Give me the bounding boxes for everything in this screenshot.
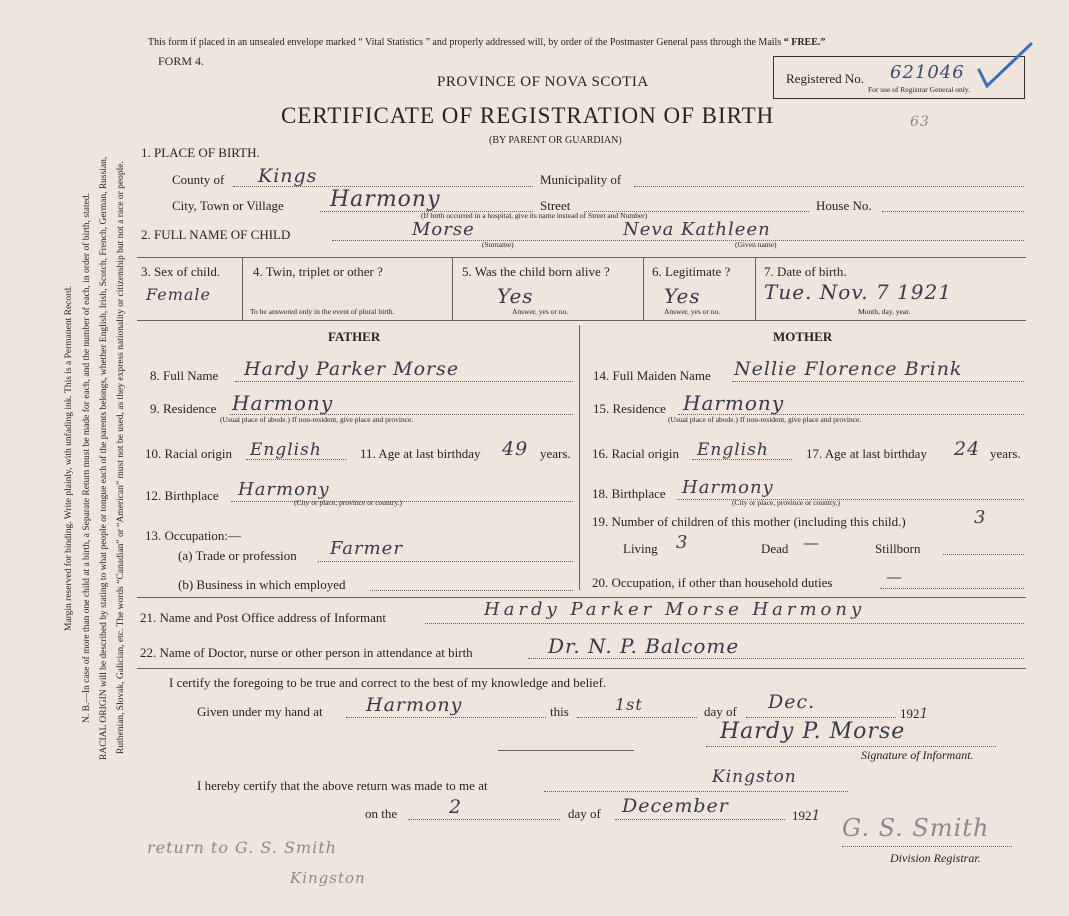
given-place-line xyxy=(346,717,546,718)
father-age-label: 11. Age at last birthday xyxy=(360,446,481,461)
father-residence-caption: (Usual place of abode.) If non-resident, give place and province. xyxy=(220,415,414,424)
given-name-caption: (Given name) xyxy=(735,240,777,249)
father-birthplace-value: Harmony xyxy=(238,479,330,500)
father-occupation-label: 13. Occupation:— xyxy=(145,528,242,543)
mother-occupation-label: 20. Occupation, if other than household duties xyxy=(592,575,833,590)
reg-year-value: 1 xyxy=(811,808,822,824)
informant-signature-caption: Signature of Informant. xyxy=(861,748,974,762)
margin-note-racial: RACIAL ORIGIN will be described by stating to what people or tongue each of the parents belongs, whether English, Irish, Scotch, French, German, Russian, xyxy=(99,156,109,760)
surname-caption: (Surname) xyxy=(482,240,514,249)
father-business-label: (b) Business in which employed xyxy=(178,577,346,592)
registrar-signature-line xyxy=(842,846,1012,847)
row-divider-bottom xyxy=(137,320,1026,321)
born-alive-caption: Answer, yes or no. xyxy=(512,307,569,316)
informant-value: Hardy Parker Morse Harmony xyxy=(484,599,866,620)
father-heading: FATHER xyxy=(328,329,381,344)
mother-children-label: 19. Number of children of this mother (including this child.) xyxy=(592,514,906,529)
margin-note-binding: Margin reserved for binding. Write plainly, with unfading ink. This is a Permanent Record. xyxy=(64,285,74,631)
sex-label: 3. Sex of child. xyxy=(141,264,221,279)
date-of-birth-label: 7. Date of birth. xyxy=(764,264,847,279)
county-value: Kings xyxy=(258,165,318,187)
father-name-label: 8. Full Name xyxy=(150,368,219,383)
col-divider-2 xyxy=(452,257,453,320)
col-divider-4 xyxy=(755,257,756,320)
pencil-note-return: return to G. S. Smith xyxy=(147,838,337,857)
postal-notice xyxy=(148,35,825,50)
twin-label: 4. Twin, triplet or other ? xyxy=(253,264,383,279)
mother-stillborn-label: Stillborn xyxy=(875,541,921,556)
registrar-place-value: Kingston xyxy=(712,767,797,787)
mother-birthplace-label: 18. Birthplace xyxy=(592,486,666,501)
given-label: Given under my hand at xyxy=(197,704,323,719)
county-label: County of xyxy=(172,172,225,187)
father-mother-divider xyxy=(579,325,580,590)
informant-signature-line xyxy=(706,746,996,747)
form-number: FORM 4. xyxy=(158,54,205,68)
mother-residence-caption: (Usual place of abode.) If non-resident, give place and province. xyxy=(668,415,862,424)
father-trade-label: (a) Trade or profession xyxy=(178,548,297,563)
father-birthplace-label: 12. Birthplace xyxy=(145,488,219,503)
twin-caption: To be answered only in the event of plural birth. xyxy=(250,307,395,316)
mother-children-value: 3 xyxy=(974,507,987,528)
day-value: 1st xyxy=(615,695,643,714)
col-divider-3 xyxy=(643,257,644,320)
father-racial-value: English xyxy=(250,440,322,460)
mother-birthplace-value: Harmony xyxy=(682,477,774,498)
registrar-caption: Division Registrar. xyxy=(890,851,981,865)
certificate-subtitle: (BY PARENT OR GUARDIAN) xyxy=(489,135,622,146)
mother-age-value: 24 xyxy=(954,438,981,460)
col-divider-1 xyxy=(242,257,243,320)
mother-dead-value: — xyxy=(803,533,820,552)
mother-age-label: 17. Age at last birthday xyxy=(806,446,927,461)
year-value: 1 xyxy=(919,706,930,722)
father-age-value: 49 xyxy=(502,438,529,460)
date-of-birth-caption: Month, day, year. xyxy=(858,307,911,316)
legitimate-caption: Answer, yes or no. xyxy=(664,307,721,316)
father-residence-label: 9. Residence xyxy=(150,401,217,416)
pencil-note-kingston: Kingston xyxy=(290,869,366,887)
born-alive-label: 5. Was the child born alive ? xyxy=(462,264,610,279)
legitimate-label: 6. Legitimate ? xyxy=(652,264,731,279)
day-line xyxy=(577,717,697,718)
street-label: Street xyxy=(540,198,571,213)
month-line xyxy=(746,717,896,718)
mother-heading: MOTHER xyxy=(773,329,833,344)
reg-month-line xyxy=(615,819,785,820)
postal-notice-text: This form if placed in an unsealed envelope marked “ Vital Statistics ” and properly addressed will, by order of the Postmaster General pass through the Mails xyxy=(148,37,782,48)
doctor-label: 22. Name of Doctor, nurse or other person in attendance at birth xyxy=(140,645,473,660)
check-mark-icon xyxy=(975,40,1035,95)
this-label: this xyxy=(550,704,569,719)
reg-year-prefix-text: 192 xyxy=(792,808,812,823)
house-no-label: House No. xyxy=(816,198,872,213)
reg-month-value: December xyxy=(622,795,729,817)
municipality-label: Municipality of xyxy=(540,172,622,187)
year-prefix-text: 192 xyxy=(900,706,920,721)
child-surname: Morse xyxy=(412,219,475,240)
municipality-line xyxy=(634,186,1024,187)
certificate-title: CERTIFICATE OF REGISTRATION OF BIRTH xyxy=(281,103,775,128)
mother-occupation-value: — xyxy=(886,567,903,586)
hospital-note: (If birth occurred in a hospital, give its name instead of Street and Number) xyxy=(421,211,648,220)
registered-number: 621046 xyxy=(890,62,965,83)
mother-occupation-line xyxy=(880,588,1024,589)
mother-years-label: years. xyxy=(990,446,1021,461)
house-no-line xyxy=(882,211,1024,212)
reg-year-prefix xyxy=(792,806,821,826)
city-value: Harmony xyxy=(330,187,441,212)
father-name-line xyxy=(235,381,573,382)
blank-signature-line xyxy=(498,750,634,751)
registered-label: Registered No. xyxy=(786,71,864,86)
margin-note-racial-cont: Ruthenian, Slovak, Galician, etc. The words “Canadian” or “American” must not be used, as they express nationality or citizenship but not a race or people. xyxy=(116,161,126,755)
registered-note: For use of Registrar General only. xyxy=(868,85,970,94)
mother-birthplace-caption: (City or place, province or country.) xyxy=(732,498,841,507)
father-years-label: years. xyxy=(540,446,571,461)
mother-dead-label: Dead xyxy=(761,541,789,556)
province-heading: PROVINCE OF NOVA SCOTIA xyxy=(437,74,649,90)
margin-note-nb: N. B.—In case of more than one child at a birth, a Separate Return must be made for each, and the number of each, in order of birth, stated. xyxy=(82,193,92,723)
child-name-line xyxy=(332,240,1024,241)
mother-residence-label: 15. Residence xyxy=(593,401,666,416)
corner-mark: 63 xyxy=(910,114,930,130)
reg-day-value: 2 xyxy=(449,796,463,818)
mother-name-value: Nellie Florence Brink xyxy=(734,358,963,380)
date-of-birth-value: Tue. Nov. 7 1921 xyxy=(764,280,952,304)
informant-label: 21. Name and Post Office address of Informant xyxy=(140,610,386,625)
informant-line xyxy=(425,623,1024,624)
doctor-value: Dr. N. P. Balcome xyxy=(548,634,740,658)
postal-notice-free: “ FREE.” xyxy=(783,37,826,48)
father-trade-line xyxy=(318,561,573,562)
sex-value: Female xyxy=(146,285,211,304)
born-alive-value: Yes xyxy=(497,284,534,308)
registrar-text: I hereby certify that the above return was made to me at xyxy=(197,778,488,793)
father-birthplace-caption: (City or place, province or country.) xyxy=(294,498,403,507)
row-divider-top xyxy=(137,257,1026,258)
place-of-birth-heading: 1. PLACE OF BIRTH. xyxy=(141,145,260,160)
legitimate-value: Yes xyxy=(664,284,701,308)
informant-signature: Hardy P. Morse xyxy=(720,719,906,744)
on-the-label: on the xyxy=(365,806,398,821)
section-divider xyxy=(137,597,1026,598)
certify-divider xyxy=(137,668,1026,669)
father-business-line xyxy=(370,590,573,591)
registrar-signature: G. S. Smith xyxy=(842,814,990,842)
child-given-name: Neva Kathleen xyxy=(623,219,771,240)
mother-name-line xyxy=(732,381,1024,382)
mother-name-label: 14. Full Maiden Name xyxy=(593,368,711,383)
certify-text: I certify the foregoing to be true and correct to the best of my knowledge and belief. xyxy=(169,675,607,690)
mother-birthplace-line xyxy=(677,499,1024,500)
mother-residence-value: Harmony xyxy=(683,391,785,415)
doctor-line xyxy=(528,658,1024,659)
mother-living-label: Living xyxy=(623,541,658,556)
city-label: City, Town or Village xyxy=(172,198,284,213)
mother-racial-value: English xyxy=(697,440,769,460)
given-place-value: Harmony xyxy=(366,694,463,716)
reg-day-line xyxy=(408,819,560,820)
day-of-label: day of xyxy=(704,704,737,719)
father-name-value: Hardy Parker Morse xyxy=(244,358,460,380)
registrar-place-line xyxy=(544,791,848,792)
mother-stillborn-line xyxy=(943,554,1024,555)
child-name-label: 2. FULL NAME OF CHILD xyxy=(141,227,291,242)
father-racial-label: 10. Racial origin xyxy=(145,446,233,461)
mother-racial-label: 16. Racial origin xyxy=(592,446,680,461)
mother-living-value: 3 xyxy=(676,532,689,553)
month-value: Dec. xyxy=(768,691,816,713)
reg-day-of-label: day of xyxy=(568,806,601,821)
father-residence-value: Harmony xyxy=(232,391,334,415)
father-trade-value: Farmer xyxy=(330,538,403,559)
